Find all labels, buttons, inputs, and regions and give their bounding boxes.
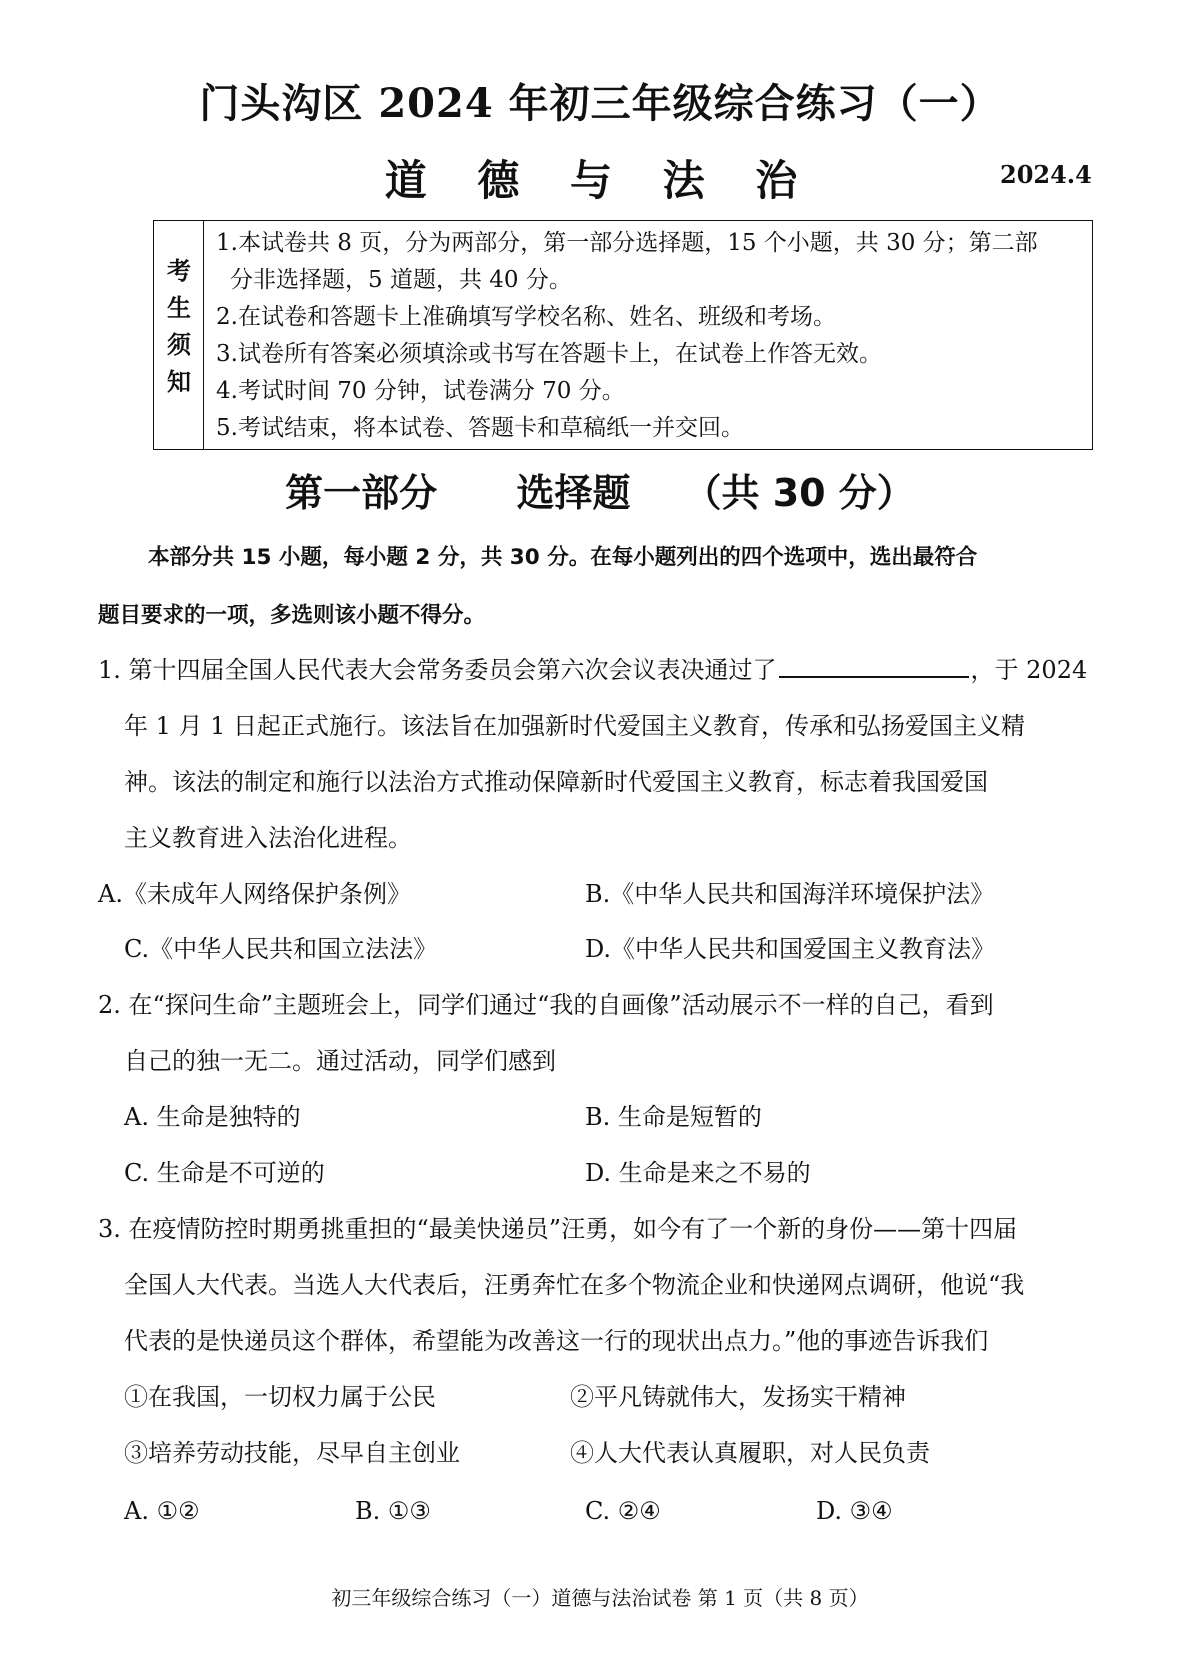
notice-label-char: 考	[167, 256, 191, 285]
notice-line: 4.考试时间 70 分钟，试卷满分 70 分。	[216, 378, 625, 404]
q3-line1: 3. 在疫情防控时期勇挑重担的“最美快递员”汪勇，如今有了一个新的身份——第十四届	[98, 1215, 1018, 1243]
q2-line1: 2. 在“探问生命”主题班会上，同学们通过“我的自画像”活动展示不一样的自己，看到	[98, 991, 994, 1019]
q3-line3: 代表的是快递员这个群体，希望能为改善这一行的现状出点力。”他的事迹告诉我们	[124, 1327, 989, 1355]
q3-statement-4: ④人大代表认真履职，对人民负责	[570, 1439, 930, 1467]
notice-box	[153, 220, 1093, 450]
notice-label-char: 知	[167, 367, 191, 396]
notice-line: 分非选择题，5 道题，共 40 分。	[230, 267, 572, 293]
q2-option-a: A. 生命是独特的	[124, 1103, 301, 1131]
q1-option-c: C.《中华人民共和国立法法》	[124, 935, 438, 963]
section-title: 第一部分 选择题 （共 30 分）	[285, 471, 915, 515]
q1-line2: 年 1 月 1 日起正式施行。该法旨在加强新时代爱国主义教育，传承和弘扬爱国主义精	[124, 712, 1026, 740]
q3-statement-3: ③培养劳动技能，尽早自主创业	[124, 1439, 460, 1467]
exam-date: 2024.4	[1000, 160, 1092, 189]
notice-label-column	[154, 221, 204, 449]
section-intro-line1: 本部分共 15 小题，每小题 2 分，共 30 分。在每小题列出的四个选项中，选出最符合	[148, 545, 978, 570]
q2-option-c: C. 生命是不可逆的	[124, 1159, 325, 1187]
q3-option-a: A. ①②	[124, 1497, 200, 1525]
answer-blank	[779, 654, 969, 678]
notice-line: 3.试卷所有答案必须填涂或书写在答题卡上，在试卷上作答无效。	[216, 341, 882, 367]
notice-label-char: 生	[167, 293, 191, 322]
exam-title: 门头沟区 2024 年初三年级综合练习（一）	[199, 80, 1001, 127]
q3-line2: 全国人大代表。当选人大代表后，汪勇奔忙在多个物流企业和快递网点调研，他说“我	[124, 1271, 1025, 1299]
q3-option-d: D. ③④	[816, 1497, 893, 1525]
subject-title: 道 德 与 法 治	[384, 156, 816, 205]
q1-line4: 主义教育进入法治化进程。	[124, 824, 412, 852]
q1-line1	[98, 650, 1087, 685]
notice-label-char: 须	[167, 330, 191, 359]
q3-option-c: C. ②④	[585, 1497, 661, 1525]
page-footer: 初三年级综合练习（一）道德与法治试卷 第 1 页（共 8 页）	[331, 1586, 869, 1610]
q2-line2: 自己的独一无二。通过活动，同学们感到	[124, 1047, 556, 1075]
q3-option-b: B. ①③	[355, 1497, 431, 1525]
q1-option-a: A.《未成年人网络保护条例》	[98, 880, 411, 908]
q3-statement-1: ①在我国，一切权力属于公民	[124, 1383, 436, 1411]
section-intro-line2: 题目要求的一项，多选则该小题不得分。	[98, 603, 486, 628]
q2-option-b: B. 生命是短暂的	[585, 1103, 762, 1131]
q1-stem-text: 1. 第十四届全国人民代表大会常务委员会第六次会议表决通过了	[98, 656, 777, 684]
q1-stem-text: ，于 2024	[970, 656, 1088, 684]
notice-line: 5.考试结束，将本试卷、答题卡和草稿纸一并交回。	[216, 415, 744, 441]
q1-line3: 神。该法的制定和施行以法治方式推动保障新时代爱国主义教育，标志着我国爱国	[124, 768, 988, 796]
q1-option-b: B.《中华人民共和国海洋环境保护法》	[585, 880, 995, 908]
q2-option-d: D. 生命是来之不易的	[585, 1159, 811, 1187]
notice-line: 1.本试卷共 8 页，分为两部分，第一部分选择题，15 个小题，共 30 分；第二部	[216, 230, 1038, 256]
notice-body	[216, 225, 1086, 447]
notice-line: 2.在试卷和答题卡上准确填写学校名称、姓名、班级和考场。	[216, 304, 836, 330]
q1-option-d: D.《中华人民共和国爱国主义教育法》	[585, 935, 996, 963]
q3-statement-2: ②平凡铸就伟大，发扬实干精神	[570, 1383, 906, 1411]
